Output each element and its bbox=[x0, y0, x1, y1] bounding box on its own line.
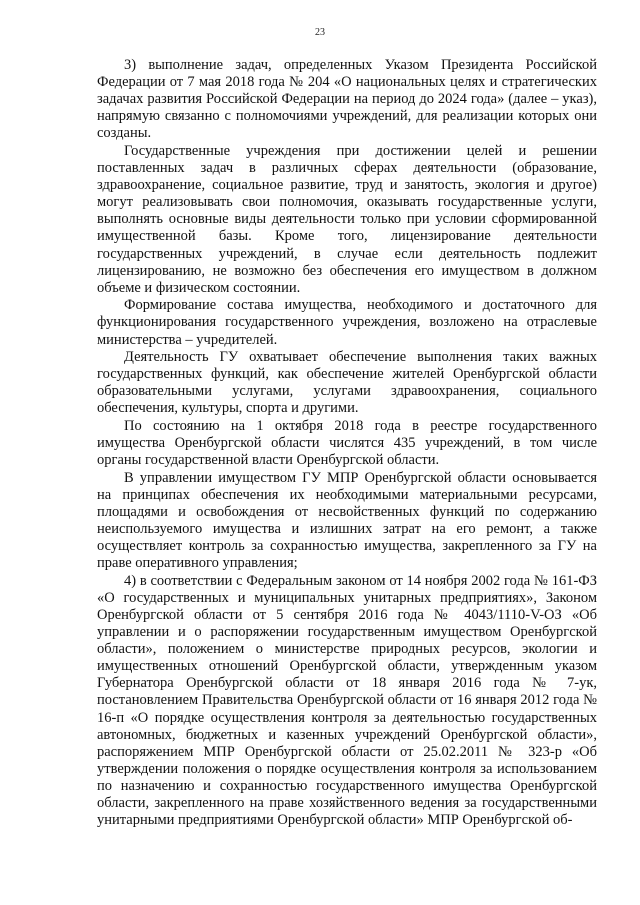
paragraph-2: Государственные учреждения при достижении целей и решении поставленных задач в различных сферах деятельности (образование, здравоохранение, социальное развитие, труд и занятость, экология и другое) могут реализовывать свои полномочия, оказывать государственные услуги, выполнять основные виды деятельности только при условии сформированной имущественной базы. Кроме того, лицензирование деятельности государственных учреждений, в случае если деятельность подлежит лицензированию, не возможно без обеспечения его имуществом в должном объеме и физическом состоянии. bbox=[97, 142, 597, 296]
paragraph-5: По состоянию на 1 октября 2018 года в реестре государственного имущества Оренбургской области числятся 435 учреждений, в том числе органы государственной власти Оренбургской области. bbox=[97, 417, 597, 469]
paragraph-1: 3) выполнение задач, определенных Указом Президента Российской Федерации от 7 мая 2018 года № 204 «О национальных целях и стратегических задачах развития Российской Федерации на период до 2024 года» (далее – указ), напрямую связанно с полномочиями учреждений, для реализации которых они созданы. bbox=[97, 57, 597, 142]
paragraph-4: Деятельность ГУ охватывает обеспечение выполнения таких важных государственных функций, как обеспечение жителей Оренбургской области образовательными услугами, услугами здравоохранения, социального обеспечения, культуры, спорта и другими. bbox=[97, 349, 597, 417]
paragraph-3: Формирование состава имущества, необходимого и достаточного для функционирования государственного учреждения, возложено на отраслевые министерства – учредителей. bbox=[97, 297, 597, 348]
paragraph-6: В управлении имуществом ГУ МПР Оренбургской области основывается на принципах обеспечения их необходимыми материальными ресурсами, площадями и освобождения от несвойственных функций по содержанию неиспользуемого имущества и излишних затрат на его ремонт, а также осуществляет контроль за сохранностью имущества, закрепленного за ГУ на праве оперативного управления; bbox=[97, 469, 597, 572]
page-number: 23 bbox=[315, 27, 325, 38]
document-body bbox=[97, 57, 597, 829]
paragraph-7: 4) в соответствии с Федеральным законом от 14 ноября 2002 года № 161-ФЗ «О государственных и муниципальных унитарных предприятиях», Законом Оренбургской области от 5 сентября 2016 года № 4043/1110-V-ОЗ «Об управлении и о распоряжении государственным имуществом Оренбургской области», положением о министерстве природных ресурсов, экологии и имущественных отношений Оренбургской области, утвержденным указом Губернатора Оренбургской области от 18 января 2016 года № 7-ук, постановлением Правительства Оренбургской области от 16 января 2012 года № 16-п «О порядке осуществления контроля за деятельностью государственных автономных, бюджетных и казенных учреждений Оренбургской области», распоряжением МПР Оренбургской области от 25.02.2011 № 323-р «Об утверждении положения о порядке осуществления контроля за использованием по назначению и сохранностью государственного имущества Оренбургской области, закрепленного на праве хозяйственного ведения за государственными унитарными предприятиями Оренбургской области» МПР Оренбургской об- bbox=[97, 572, 597, 829]
